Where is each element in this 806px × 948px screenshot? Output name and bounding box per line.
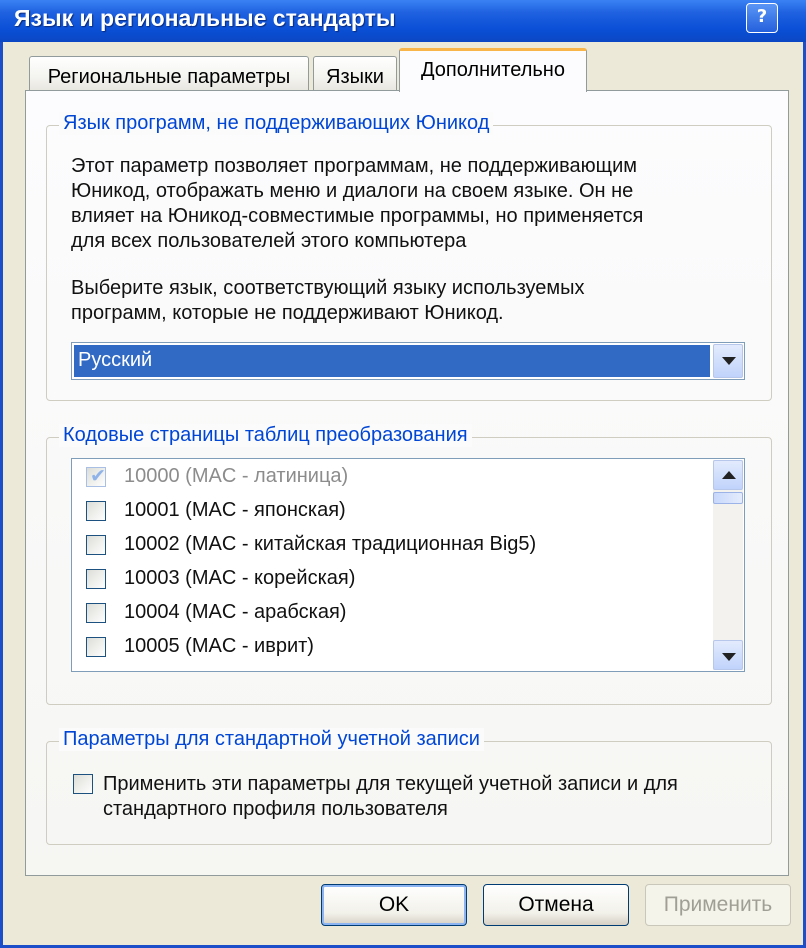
codepages-list[interactable] [71, 458, 745, 672]
checkbox[interactable] [86, 569, 106, 589]
tab-regional-options[interactable] [29, 56, 309, 92]
ok-button[interactable]: OK [321, 884, 467, 926]
description-text [71, 154, 643, 254]
description-line: влияет на Юникод-совместимые программы, но применяется [71, 205, 644, 227]
checkbox[interactable] [86, 603, 106, 623]
apply-button[interactable]: Применить [645, 884, 791, 926]
advanced-tab-panel [25, 90, 789, 876]
help-button[interactable]: ? [746, 3, 778, 33]
description-line: Этот параметр позволяет программам, не поддерживающим [71, 155, 637, 177]
group-legend: Кодовые страницы таблиц преобразования [59, 424, 472, 447]
cancel-button[interactable]: Отмена [483, 884, 629, 926]
title-bar[interactable] [0, 0, 806, 42]
vertical-scrollbar[interactable] [713, 460, 743, 670]
codepages-group [46, 424, 772, 705]
checkbox[interactable] [86, 637, 106, 657]
default-account-group [46, 728, 772, 845]
checkbox[interactable] [86, 501, 106, 521]
item-label: 10002 (MAC - китайская традиционная Big5) [124, 533, 537, 555]
tab-label: Дополнительно [421, 59, 565, 81]
chevron-down-icon [722, 357, 736, 365]
item-label: 10003 (MAC - корейская) [124, 567, 356, 589]
window-title: Язык и региональные стандарты [14, 5, 396, 31]
apply-to-default-checkbox[interactable] [73, 774, 93, 794]
scroll-up-button[interactable] [713, 460, 743, 490]
description-line: Юникод, отображать меню и диалоги на своем языке. Он не [71, 180, 634, 202]
arrow-up-icon [722, 471, 736, 479]
label-line: стандартного профиля пользователя [103, 798, 448, 820]
language-dropdown[interactable] [71, 342, 745, 380]
label-line: Применить эти параметры для текущей учетной записи и для [103, 773, 678, 795]
dropdown-button[interactable] [713, 344, 743, 378]
item-label: 10004 (MAC - арабская) [124, 601, 347, 623]
tab-label: Региональные параметры [47, 66, 291, 88]
tab-label: Языки [326, 66, 384, 88]
group-legend: Язык программ, не поддерживающих Юникод [59, 112, 493, 135]
arrow-down-icon [722, 653, 736, 661]
tab-languages[interactable] [313, 56, 397, 92]
checkbox[interactable] [86, 535, 106, 555]
apply-to-default-label[interactable] [103, 772, 678, 822]
scroll-thumb[interactable] [713, 492, 743, 504]
item-label: 10001 (MAC - японская) [124, 499, 346, 521]
prompt-line: Выберите язык, соответствующий языку используемых [71, 277, 585, 299]
prompt-text [71, 276, 585, 326]
group-legend: Параметры для стандартной учетной записи [59, 728, 484, 751]
description-line: для всех пользователей этого компьютера [71, 230, 467, 252]
selected-language: Русский [74, 345, 710, 377]
scroll-down-button[interactable] [713, 640, 743, 670]
checkmark-icon: ✔ [90, 465, 106, 487]
item-label: 10005 (MAC - иврит) [124, 635, 314, 657]
tab-advanced[interactable] [399, 48, 587, 92]
item-label: 10000 (MAC - латиница) [124, 465, 349, 487]
prompt-line: программ, которые не поддерживают Юникод. [71, 302, 504, 324]
non-unicode-group [46, 112, 772, 401]
checkbox[interactable] [86, 467, 106, 487]
